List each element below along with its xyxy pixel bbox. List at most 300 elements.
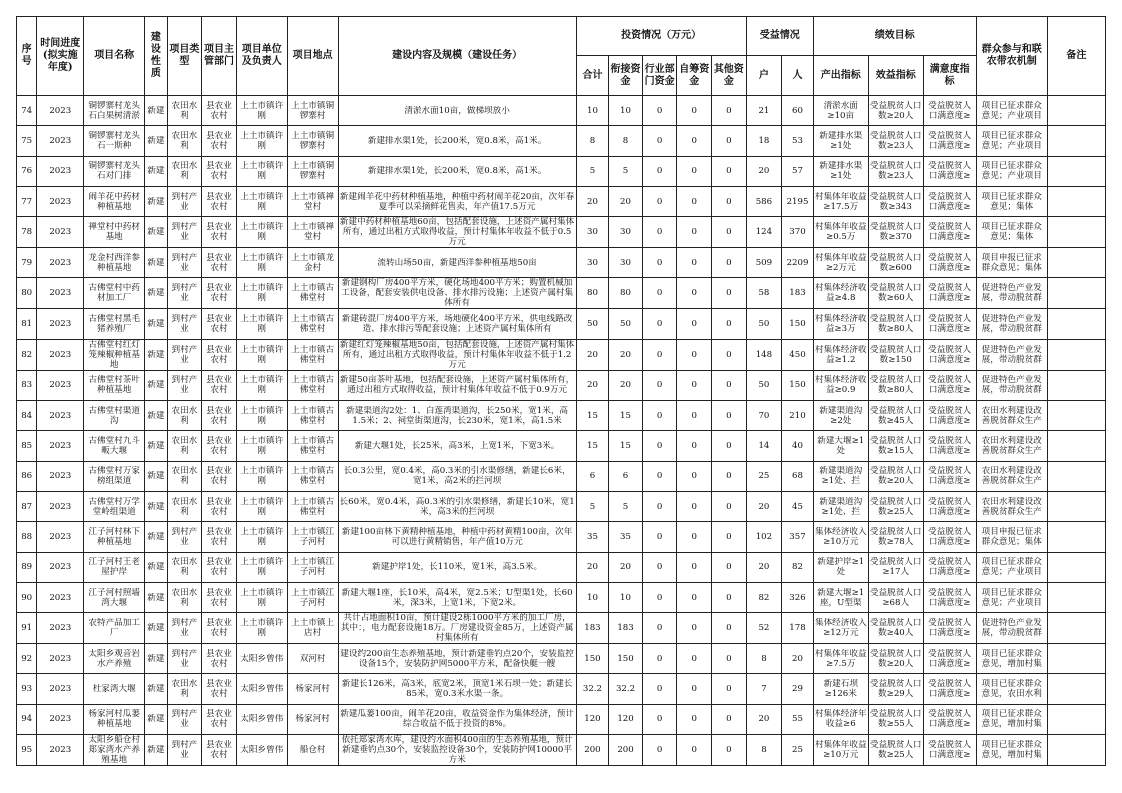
cell-nature-text: 新建 <box>147 623 165 634</box>
cell-effect <box>868 491 923 521</box>
cell-inv-industry-text: 0 <box>656 227 663 238</box>
cell-output-text: 清淤水面≥10亩 <box>823 100 858 121</box>
cell-nature-text: 新建 <box>147 380 165 391</box>
cell-owner <box>236 126 287 156</box>
cell-dept-text: 县农业农村 <box>206 496 232 517</box>
cell-effect-text: 受益脱贫人口数≥80人 <box>869 314 922 335</box>
cell-inv-self-text: 0 <box>691 196 697 207</box>
cell-type-text: 到村产业 <box>171 740 198 761</box>
cell-location <box>287 552 338 582</box>
cell-remark <box>1047 401 1105 431</box>
cell-content-text: 新建渠道沟2处：1、白莲湾渠道沟，长250米，宽1米，高1.5米；2、祠堂街渠道沟，长230米，宽1米，高1.5米 <box>346 405 569 426</box>
cell-name <box>84 522 145 552</box>
cell-inv-self <box>677 370 712 400</box>
cell-dept-text: 县农业农村 <box>206 557 232 578</box>
cell-mechanism-text: 促进特色产业发展，带动脱贫群 <box>981 314 1042 335</box>
cell-remark <box>1047 735 1105 766</box>
cell-inv-fund <box>609 339 643 370</box>
cell-inv-other <box>712 522 747 552</box>
cell-nature <box>145 309 167 339</box>
cell-name-text: 古佛堂村万学堂岭组渠道 <box>88 496 140 517</box>
cell-remark <box>1047 248 1105 278</box>
header-inv-total: 合计 <box>576 56 609 96</box>
cell-satisfaction-text: 受益脱贫人口满意度≥ <box>928 436 972 457</box>
cell-content-text: 新建长126米，高3米，底宽2米，顶宽1米石坝一处；新建长85米，宽0.3米水渠一条。 <box>341 679 573 700</box>
cell-inv-total-text: 8 <box>589 135 596 146</box>
header-people: 人 <box>782 56 814 96</box>
cell-people-text: 150 <box>789 380 806 391</box>
cell-effect-text: 受益脱贫人口数≥25人 <box>869 496 922 517</box>
cell-inv-industry-text: 0 <box>656 653 663 664</box>
cell-inv-self <box>677 674 712 704</box>
cell-content-text: 新建100亩林下黄精种植基地，种植中药材黄精100亩，次年可以进行黄精销售，年产值10万元 <box>341 526 573 547</box>
cell-location <box>287 96 338 126</box>
cell-people <box>782 126 814 156</box>
cell-dept-text: 县农业农村 <box>206 526 232 547</box>
cell-inv-other <box>712 370 747 400</box>
cell-content <box>338 96 576 126</box>
cell-satisfaction <box>923 431 976 461</box>
cell-content <box>338 248 576 278</box>
cell-effect <box>868 370 923 400</box>
table-row <box>17 401 1106 431</box>
cell-content <box>338 704 576 734</box>
cell-satisfaction-text: 受益脱贫人口满意度≥ <box>928 283 972 304</box>
cell-name <box>84 309 145 339</box>
cell-dept-text: 县农业农村 <box>206 344 232 365</box>
cell-inv-industry <box>642 704 677 734</box>
cell-remark <box>1047 613 1105 644</box>
cell-people <box>782 461 814 491</box>
cell-location-text: 上土市镇古佛堂村 <box>291 375 335 396</box>
cell-location <box>287 735 338 766</box>
cell-inv-fund-text: 32.2 <box>615 684 636 695</box>
cell-content <box>338 644 576 674</box>
cell-owner-text: 上土市镇许刚 <box>240 314 284 335</box>
cell-inv-total-text: 50 <box>586 319 598 330</box>
cell-location-text: 上土市镇上店村 <box>291 618 335 639</box>
cell-inv-industry-text: 0 <box>656 410 663 421</box>
cell-nature-text: 新建 <box>147 257 165 268</box>
cell-type-text: 到村产业 <box>171 344 198 365</box>
cell-effect <box>868 401 923 431</box>
cell-remark <box>1047 552 1105 582</box>
cell-remark <box>1047 186 1105 216</box>
cell-seq <box>17 582 37 612</box>
cell-content <box>338 217 576 248</box>
cell-inv-total <box>576 431 609 461</box>
cell-inv-industry-text: 0 <box>656 684 663 695</box>
cell-year <box>37 217 84 248</box>
cell-mechanism <box>976 674 1047 704</box>
cell-location-text: 上土市镇禅堂村 <box>291 191 335 212</box>
cell-inv-total <box>576 186 609 216</box>
cell-owner <box>236 96 287 126</box>
header-seq: 序号 <box>17 17 37 96</box>
cell-satisfaction <box>923 217 976 248</box>
table-row <box>17 126 1106 156</box>
cell-seq <box>17 96 37 126</box>
cell-people <box>782 735 814 766</box>
cell-type-text: 到村产业 <box>171 283 198 304</box>
cell-inv-self <box>677 126 712 156</box>
cell-remark <box>1047 217 1105 248</box>
cell-content-text: 依托郑家湾水库，建设约水面积400亩的生态养殖基地，预计新建垂钓点30个，安装监控设备30个，安装防护网10000平方米 <box>341 735 573 766</box>
cell-inv-industry-text: 0 <box>656 135 663 146</box>
cell-inv-self <box>677 309 712 339</box>
cell-inv-fund-text: 6 <box>622 471 629 482</box>
table-row <box>17 674 1106 704</box>
cell-effect-text: 受益脱贫人口数≥55人 <box>869 709 922 730</box>
cell-households <box>746 370 782 400</box>
cell-satisfaction-text: 受益脱贫人口满意度≥ <box>928 191 972 212</box>
cell-mechanism <box>976 461 1047 491</box>
cell-year-text: 2023 <box>49 531 72 542</box>
cell-year-text: 2023 <box>49 135 72 146</box>
cell-type-text: 农田水利 <box>171 587 198 608</box>
cell-inv-industry <box>642 126 677 156</box>
cell-output <box>813 704 868 734</box>
cell-type <box>167 704 202 734</box>
cell-name-text: 铜锣寨村龙头石对门排 <box>88 161 140 182</box>
cell-owner <box>236 582 287 612</box>
cell-households <box>746 186 782 216</box>
cell-inv-self-text: 0 <box>691 531 697 542</box>
cell-satisfaction-text: 受益脱贫人口满意度≥ <box>928 314 972 335</box>
table-row <box>17 582 1106 612</box>
cell-inv-total-text: 6 <box>589 471 596 482</box>
cell-satisfaction-text: 受益脱贫人口满意度≥ <box>928 466 972 487</box>
cell-year <box>37 582 84 612</box>
cell-year-text: 2023 <box>49 471 72 482</box>
cell-inv-fund <box>609 613 643 644</box>
cell-remark <box>1047 309 1105 339</box>
cell-type-text: 到村产业 <box>171 526 198 547</box>
cell-households <box>746 309 782 339</box>
cell-year-text: 2023 <box>49 623 72 634</box>
cell-inv-total <box>576 370 609 400</box>
cell-owner <box>236 217 287 248</box>
cell-year-text: 2023 <box>49 562 72 573</box>
cell-inv-fund <box>609 704 643 734</box>
cell-owner-text: 太阳乡曾伟 <box>240 653 284 664</box>
cell-satisfaction-text: 受益脱贫人口满意度≥ <box>928 100 972 121</box>
cell-inv-industry <box>642 186 677 216</box>
cell-owner-text: 上土市镇许刚 <box>240 283 284 304</box>
cell-mechanism-text: 项目已征求群众意见；产业项目 <box>981 100 1042 121</box>
table-row <box>17 704 1106 734</box>
cell-dept-text: 县农业农村 <box>206 466 232 487</box>
cell-owner <box>236 704 287 734</box>
cell-inv-self-text: 0 <box>691 562 697 573</box>
cell-type-text: 到村产业 <box>171 252 198 273</box>
cell-seq <box>17 491 37 521</box>
cell-name-text: 铜锣寨村龙头石白果树清淤 <box>88 100 140 121</box>
cell-inv-total-text: 120 <box>584 714 601 725</box>
cell-inv-self <box>677 491 712 521</box>
header-content: 建设内容及规模（建设任务） <box>338 17 576 96</box>
cell-inv-self-text: 0 <box>691 471 697 482</box>
cell-name <box>84 186 145 216</box>
cell-inv-industry <box>642 339 677 370</box>
cell-effect <box>868 278 923 309</box>
cell-dept <box>202 704 237 734</box>
cell-inv-fund <box>609 217 643 248</box>
cell-name <box>84 704 145 734</box>
cell-people-text: 82 <box>792 562 803 573</box>
cell-satisfaction <box>923 186 976 216</box>
cell-seq <box>17 309 37 339</box>
cell-mechanism <box>976 582 1047 612</box>
cell-year-text: 2023 <box>49 105 72 116</box>
cell-remark <box>1047 461 1105 491</box>
cell-inv-industry <box>642 156 677 186</box>
cell-remark <box>1047 156 1105 186</box>
cell-name <box>84 248 145 278</box>
cell-year <box>37 248 84 278</box>
cell-content-text: 新建大堰1处，长25米，高3米，上宽1米，下宽3米。 <box>354 441 560 452</box>
cell-dept-text: 县农业农村 <box>206 405 232 426</box>
cell-households-text: 20 <box>758 562 770 573</box>
cell-inv-fund-text: 20 <box>620 562 631 573</box>
cell-seq <box>17 431 37 461</box>
cell-inv-industry-text: 0 <box>656 714 663 725</box>
cell-year-text: 2023 <box>49 714 72 725</box>
cell-inv-self-text: 0 <box>691 349 697 360</box>
cell-inv-fund <box>609 735 643 766</box>
cell-mechanism-text: 项目申报已征求群众意见；集体 <box>981 526 1042 547</box>
cell-type-text: 农田水利 <box>171 161 198 182</box>
cell-effect-text: 受益脱贫人口数≥78人 <box>869 526 922 547</box>
cell-year <box>37 431 84 461</box>
cell-inv-total <box>576 613 609 644</box>
cell-inv-fund-text: 35 <box>620 531 631 542</box>
cell-nature <box>145 278 167 309</box>
cell-inv-self <box>677 217 712 248</box>
cell-nature-text: 新建 <box>147 501 165 512</box>
cell-owner-text: 上土市镇许刚 <box>240 405 284 426</box>
cell-type <box>167 552 202 582</box>
cell-satisfaction <box>923 126 976 156</box>
cell-people-text: 2195 <box>786 196 809 207</box>
cell-name-text: 古佛堂村中药材加工厂 <box>88 283 140 304</box>
cell-inv-fund <box>609 186 643 216</box>
cell-effect-text: 受益脱贫人口数≥20人 <box>869 100 922 121</box>
table-row <box>17 339 1106 370</box>
cell-location-text: 上土市镇古佛堂村 <box>291 314 335 335</box>
cell-inv-other-text: 0 <box>726 684 732 695</box>
cell-inv-other-text: 0 <box>726 288 732 299</box>
cell-dept-text: 县农业农村 <box>206 375 232 396</box>
cell-inv-industry <box>642 522 677 552</box>
cell-seq <box>17 156 37 186</box>
cell-name-text: 古佛堂村万家榜组渠道 <box>88 466 140 487</box>
cell-inv-other-text: 0 <box>726 471 732 482</box>
cell-inv-total-text: 35 <box>586 531 598 542</box>
cell-type <box>167 248 202 278</box>
cell-inv-industry <box>642 674 677 704</box>
header-goals: 绩效目标 <box>813 17 976 56</box>
cell-people <box>782 96 814 126</box>
cell-remark <box>1047 704 1105 734</box>
cell-inv-self-text: 0 <box>691 501 697 512</box>
cell-year <box>37 522 84 552</box>
cell-location-text: 上土市镇铜锣寨村 <box>291 130 335 151</box>
cell-seq <box>17 735 37 766</box>
cell-content <box>338 674 576 704</box>
cell-households-text: 8 <box>761 653 767 664</box>
cell-type-text: 到村产业 <box>171 648 198 669</box>
header-inv-self: 自筹资金 <box>677 56 712 96</box>
cell-output <box>813 96 868 126</box>
cell-remark <box>1047 339 1105 370</box>
cell-dept <box>202 401 237 431</box>
cell-dept-text: 县农业农村 <box>206 679 232 700</box>
cell-people-text: 450 <box>789 349 806 360</box>
cell-year <box>37 370 84 400</box>
cell-effect <box>868 552 923 582</box>
cell-inv-other <box>712 674 747 704</box>
cell-inv-self-text: 0 <box>691 135 697 146</box>
cell-output-text: 村集体年收益≥2万元 <box>814 252 867 273</box>
cell-inv-other <box>712 613 747 644</box>
cell-mechanism <box>976 644 1047 674</box>
cell-content-text: 新建砖混厂房400平方米，场地硬化400平方米，供电线路改造、排水排污等配套设施；上述资产属村集体所有 <box>341 314 573 335</box>
cell-type <box>167 126 202 156</box>
cell-nature <box>145 339 167 370</box>
cell-owner <box>236 186 287 216</box>
cell-inv-total <box>576 248 609 278</box>
cell-seq <box>17 644 37 674</box>
cell-owner-text: 上土市镇许刚 <box>240 618 284 639</box>
cell-location <box>287 582 338 612</box>
cell-content <box>338 309 576 339</box>
cell-type <box>167 156 202 186</box>
cell-location-text: 上土市镇古佛堂村 <box>291 283 335 304</box>
cell-year <box>37 461 84 491</box>
cell-households <box>746 582 782 612</box>
cell-owner-text: 上土市镇许刚 <box>240 161 284 182</box>
cell-dept <box>202 644 237 674</box>
cell-name-text: 太阳乡观音岩水产养殖 <box>88 648 140 669</box>
cell-content <box>338 552 576 582</box>
cell-satisfaction <box>923 491 976 521</box>
cell-seq <box>17 522 37 552</box>
cell-inv-industry-text: 0 <box>656 745 663 756</box>
cell-owner <box>236 461 287 491</box>
cell-inv-total <box>576 674 609 704</box>
cell-nature-text: 新建 <box>147 471 165 482</box>
cell-nature <box>145 582 167 612</box>
cell-name-text: 江子河村王老屋护岸 <box>88 557 140 578</box>
cell-dept-text: 县农业农村 <box>206 283 232 304</box>
cell-nature-text: 新建 <box>147 531 165 542</box>
cell-name <box>84 217 145 248</box>
cell-output <box>813 217 868 248</box>
cell-owner-text: 太阳乡曾伟 <box>240 745 284 756</box>
cell-mechanism <box>976 309 1047 339</box>
cell-content-text: 流转山场50亩，新建西洋参种植基地50亩 <box>377 257 537 268</box>
cell-type <box>167 613 202 644</box>
cell-inv-other-text: 0 <box>726 653 732 664</box>
cell-effect <box>868 339 923 370</box>
cell-mechanism <box>976 126 1047 156</box>
table-row <box>17 156 1106 186</box>
header-owner: 项目单位及负责人 <box>236 17 287 96</box>
cell-dept-text: 县农业农村 <box>206 740 232 761</box>
cell-inv-self-text: 0 <box>691 653 697 664</box>
cell-type-text: 到村产业 <box>171 314 198 335</box>
cell-seq <box>17 126 37 156</box>
cell-effect-text: 受益脱贫人口≥17人 <box>869 557 922 578</box>
cell-seq <box>17 674 37 704</box>
cell-name-text: 杜家湾大堰 <box>92 684 136 695</box>
cell-effect <box>868 248 923 278</box>
cell-content-text: 新建大堰1座，长10米，高4米，宽2.5米；U型渠1处，长60米，深3米，上宽1米，下宽2米。 <box>341 587 573 608</box>
cell-dept <box>202 552 237 582</box>
cell-dept-text: 县农业农村 <box>206 100 232 121</box>
cell-type <box>167 339 202 370</box>
cell-mechanism <box>976 339 1047 370</box>
cell-owner-text: 上土市镇许刚 <box>240 496 284 517</box>
cell-nature <box>145 217 167 248</box>
cell-seq-text: 88 <box>21 531 33 542</box>
cell-satisfaction-text: 受益脱贫人口满意度≥ <box>928 130 972 151</box>
cell-output <box>813 431 868 461</box>
cell-type-text: 农田水利 <box>171 557 198 578</box>
cell-output-text: 村集体年收益≥7.5万 <box>814 648 867 669</box>
cell-satisfaction-text: 受益脱贫人口满意度≥ <box>928 740 972 761</box>
cell-inv-industry-text: 0 <box>656 288 663 299</box>
cell-nature <box>145 735 167 766</box>
cell-owner-text: 上土市镇许刚 <box>240 130 284 151</box>
cell-inv-self-text: 0 <box>691 288 697 299</box>
cell-satisfaction <box>923 522 976 552</box>
cell-satisfaction-text: 受益脱贫人口满意度≥ <box>928 526 972 547</box>
cell-inv-self-text: 0 <box>691 380 697 391</box>
cell-people <box>782 704 814 734</box>
table-row <box>17 552 1106 582</box>
cell-nature <box>145 704 167 734</box>
cell-inv-industry-text: 0 <box>656 380 663 391</box>
cell-owner-text: 太阳乡曾伟 <box>240 684 284 695</box>
cell-satisfaction <box>923 735 976 766</box>
cell-name <box>84 339 145 370</box>
cell-people-text: 53 <box>792 135 803 146</box>
cell-mechanism <box>976 431 1047 461</box>
cell-households-text: 586 <box>755 196 773 207</box>
cell-households-text: 20 <box>758 714 770 725</box>
cell-year <box>37 552 84 582</box>
cell-year <box>37 674 84 704</box>
cell-inv-other-text: 0 <box>726 105 732 116</box>
cell-year <box>37 735 84 766</box>
cell-location-text: 上土市镇龙金村 <box>291 252 335 273</box>
cell-dept <box>202 309 237 339</box>
cell-inv-fund <box>609 582 643 612</box>
cell-year <box>37 186 84 216</box>
cell-content <box>338 370 576 400</box>
cell-inv-fund <box>609 461 643 491</box>
cell-seq-text: 87 <box>21 501 33 512</box>
table-row <box>17 644 1106 674</box>
header-households: 户 <box>746 56 782 96</box>
cell-owner-text: 上土市镇许刚 <box>240 587 284 608</box>
cell-output-text: 新建护岸≥1处 <box>817 557 865 578</box>
cell-inv-self <box>677 735 712 766</box>
cell-dept <box>202 156 237 186</box>
cell-inv-other <box>712 552 747 582</box>
